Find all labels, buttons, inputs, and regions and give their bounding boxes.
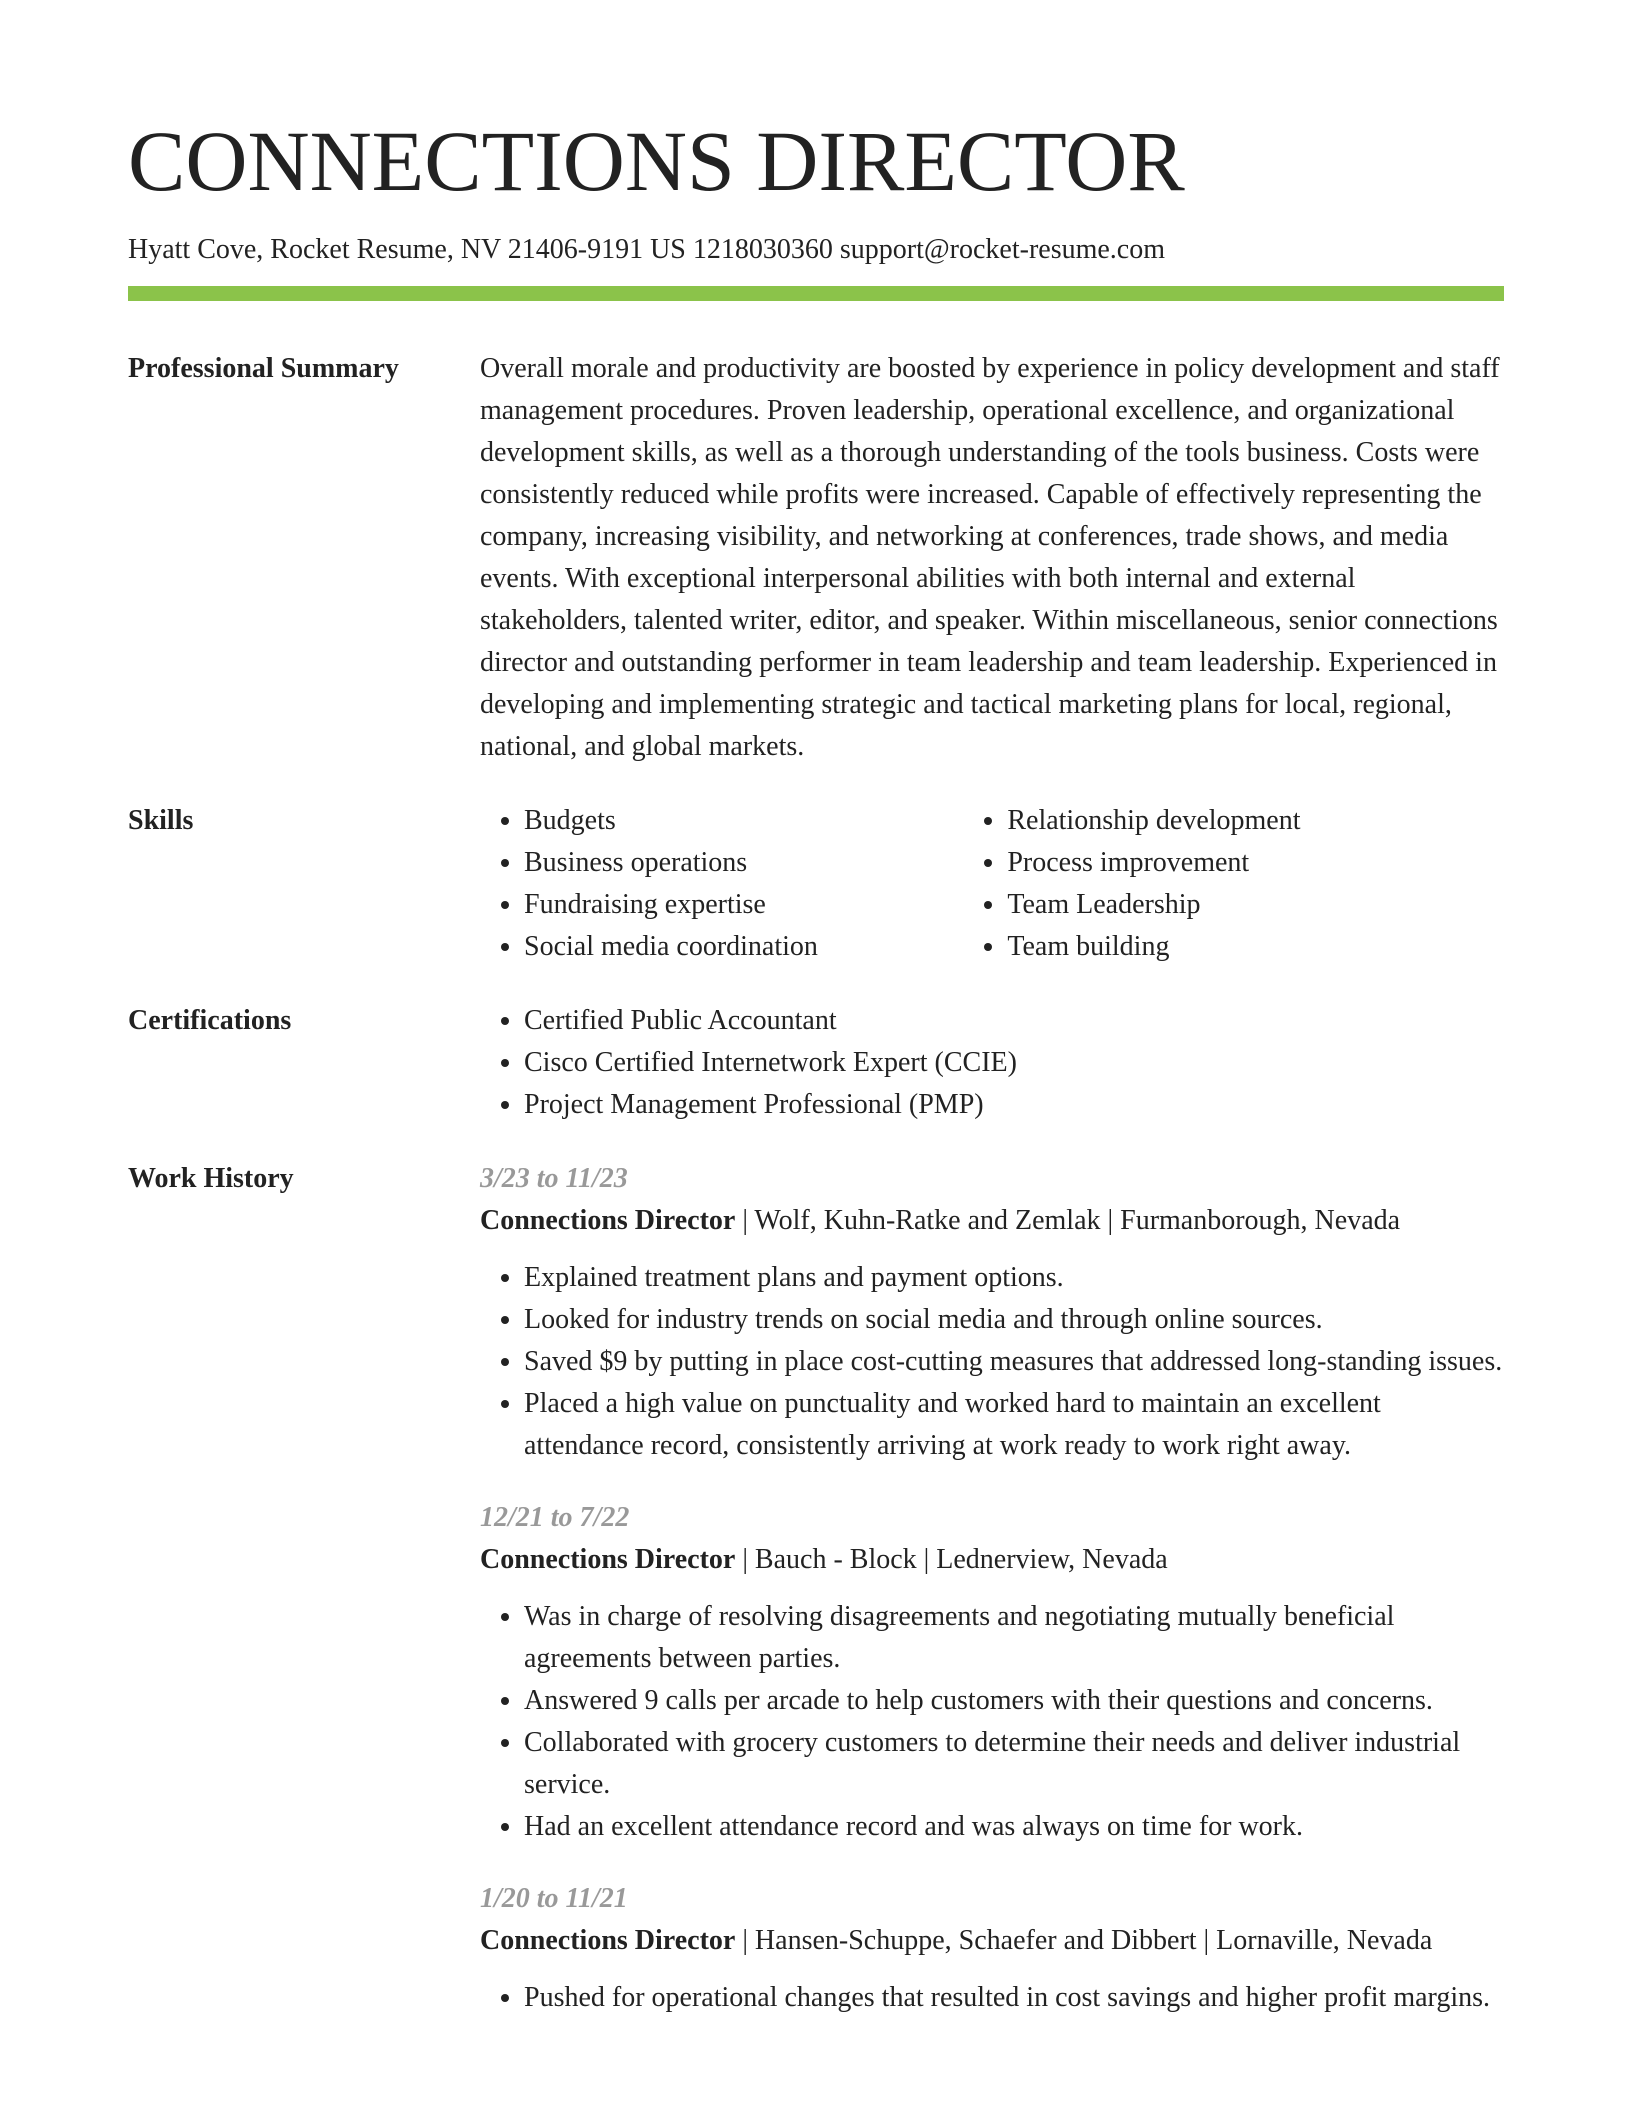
skills-list-right	[963, 800, 1504, 968]
job-heading	[480, 1200, 1504, 1242]
list-item: • Process improvement	[1007, 842, 1504, 884]
job-dates: 3/23 to 11/23	[480, 1163, 628, 1194]
list-item: • Had an excellent attendance record and was always on time for work.	[524, 1806, 1504, 1848]
summary-label: Professional Summary	[128, 353, 399, 384]
list-item: • Team Leadership	[1007, 884, 1504, 926]
skills-list-left	[480, 800, 963, 968]
list-item: • Collaborated with grocery customers to determine their needs and deliver industrial service.	[524, 1722, 1504, 1806]
job-title: Connections Director	[480, 1925, 736, 1956]
job-details: | Bauch - Block | Lednerview, Nevada	[735, 1544, 1168, 1575]
list-item: • Business operations	[524, 842, 963, 884]
list-item: • Relationship development	[1007, 800, 1504, 842]
list-item: • Saved $9 by putting in place cost-cutting measures that addressed long-standing issues.	[524, 1341, 1504, 1383]
work-history-label: Work History	[128, 1163, 294, 1194]
list-item: • Explained treatment plans and payment options.	[524, 1257, 1504, 1299]
list-item: • Placed a high value on punctuality and worked hard to maintain an excellent attendance record, consistently arriving at work ready to work right away.	[524, 1383, 1504, 1467]
certifications-content	[480, 1000, 1504, 1126]
summary-content	[480, 348, 1504, 768]
resume-name: CONNECTIONS DIRECTOR	[128, 113, 1185, 209]
list-item: • Answered 9 calls per arcade to help customers with their questions and concerns.	[524, 1680, 1504, 1722]
skills-label: Skills	[128, 805, 194, 836]
job-entry	[480, 1878, 1504, 2019]
job-dates: 1/20 to 11/21	[480, 1883, 628, 1914]
certifications-label: Certifications	[128, 1005, 292, 1036]
work-history-content	[480, 1158, 1504, 2049]
list-item: • Pushed for operational changes that resulted in cost savings and higher profit margins.	[524, 1977, 1504, 2019]
job-bullets	[480, 1977, 1504, 2019]
job-bullets	[480, 1596, 1504, 1848]
job-details: | Wolf, Kuhn-Ratke and Zemlak | Furmanborough, Nevada	[735, 1205, 1401, 1236]
job-dates: 12/21 to 7/22	[480, 1502, 630, 1533]
list-item: • Budgets	[524, 800, 963, 842]
skills-content	[480, 800, 1504, 968]
list-item: • Social media coordination	[524, 926, 963, 968]
job-entry	[480, 1158, 1504, 1467]
list-item: • Cisco Certified Internetwork Expert (CCIE)	[524, 1042, 1504, 1084]
job-title: Connections Director	[480, 1205, 736, 1236]
certifications-list	[480, 1000, 1504, 1126]
list-item: • Project Management Professional (PMP)	[524, 1084, 1504, 1126]
list-item: • Was in charge of resolving disagreements and negotiating mutually beneficial agreements between parties.	[524, 1596, 1504, 1680]
contact-line: Hyatt Cove, Rocket Resume, NV 21406-9191 US 1218030360 support@rocket-resume.com	[128, 234, 1166, 265]
job-heading	[480, 1539, 1504, 1581]
summary-text: Overall morale and productivity are boosted by experience in policy development and staff management procedures. Proven leadership, operational excellence, and organizational development skills, as well as a thorough understanding of the tools business. Costs were consistently reduced while profits were increased. Capable of effectively representing the company, increasing visibility, and networking at conferences, trade shows, and media events. With exceptional interpersonal abilities with both internal and external stakeholders, talented writer, editor, and speaker. Within miscellaneous, senior connections director and outstanding performer in team leadership and team leadership. Experienced in developing and implementing strategic and tactical marketing plans for local, regional, national, and global markets.	[480, 353, 1500, 762]
job-title: Connections Director	[480, 1544, 736, 1575]
job-heading	[480, 1920, 1504, 1962]
job-entry	[480, 1497, 1504, 1848]
job-bullets	[480, 1257, 1504, 1467]
list-item: • Team building	[1007, 926, 1504, 968]
header-divider	[128, 286, 1504, 301]
job-details: | Hansen-Schuppe, Schaefer and Dibbert | Lornaville, Nevada	[735, 1925, 1433, 1956]
list-item: • Looked for industry trends on social media and through online sources.	[524, 1299, 1504, 1341]
list-item: • Fundraising expertise	[524, 884, 963, 926]
list-item: • Certified Public Accountant	[524, 1000, 1504, 1042]
